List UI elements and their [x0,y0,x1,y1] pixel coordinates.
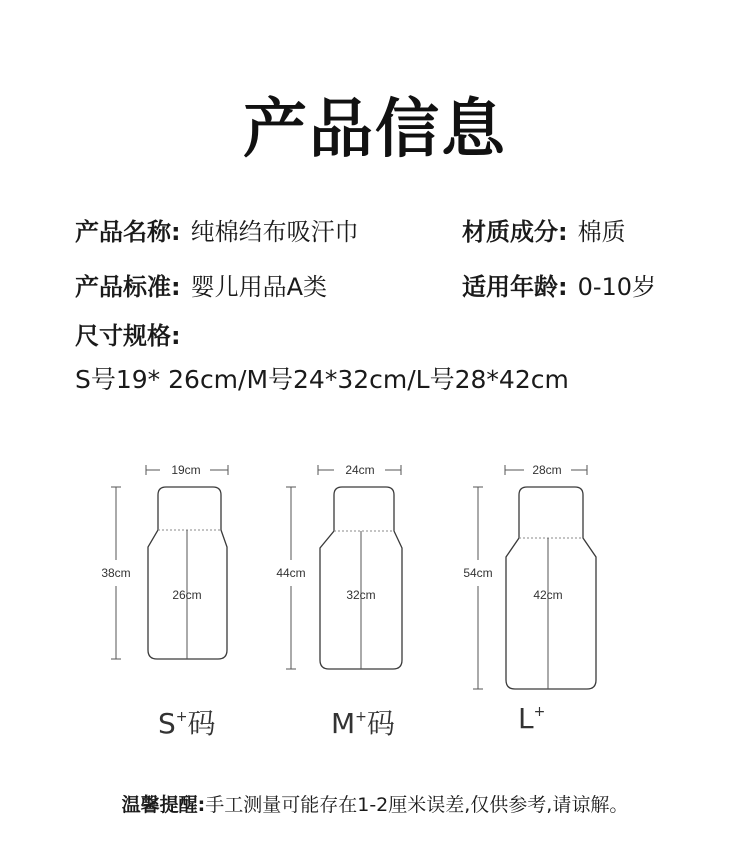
body-width-label: 26cm [172,588,202,602]
material-value: 棉质 [577,218,626,246]
reminder-note [0,790,750,817]
towel-l-drawing [463,463,596,689]
size-letter: S [158,707,176,740]
reminder-text: 手工测量可能存在1-2厘米误差,仅供参考,请谅解。 [205,794,629,816]
material-label: 材质成分 [462,218,558,246]
size-spec-row [75,316,191,351]
towel-m-drawing [276,463,402,669]
product-name-row [75,212,359,247]
height-label: 44cm [276,566,306,580]
colon: : [171,322,181,350]
colon: : [558,273,568,301]
size-diagram [0,450,750,700]
material-row [462,212,626,247]
size-spec-label: 尺寸规格 [75,322,171,350]
size-sup: + [533,704,546,720]
top-width-label: 19cm [171,463,201,477]
size-label-l [518,702,545,735]
standard-value: 婴儿用品A类 [190,273,328,301]
top-width-label: 28cm [532,463,562,477]
standard-label: 产品标准 [75,273,171,301]
age-label: 适用年龄 [462,273,558,301]
towel-s-drawing [101,463,228,659]
page-title: 产品信息 [243,93,507,167]
age-value: 0-10岁 [577,273,657,301]
body-width-label: 32cm [346,588,376,602]
body-width-label: 42cm [533,588,563,602]
size-letter: L [518,702,534,735]
height-label: 54cm [463,566,493,580]
size-label-s [158,702,216,742]
size-suffix: 码 [187,707,216,740]
age-row [462,267,656,302]
colon: : [171,218,181,246]
size-sup: + [355,709,367,725]
size-letter: M [331,707,356,740]
product-name-value: 纯棉绉布吸汗巾 [190,218,359,246]
size-sup: + [175,709,188,725]
colon: : [558,218,568,246]
size-label-m [331,702,395,742]
size-spec-value: S号19* 26cm/M号24*32cm/L号28*42cm [75,365,569,394]
height-label: 38cm [101,566,131,580]
standard-row [75,267,327,302]
reminder-label: 温馨提醒: [121,794,206,816]
size-suffix: 码 [366,707,395,740]
product-name-label: 产品名称 [75,218,171,246]
top-width-label: 24cm [345,463,375,477]
colon: : [171,273,181,301]
